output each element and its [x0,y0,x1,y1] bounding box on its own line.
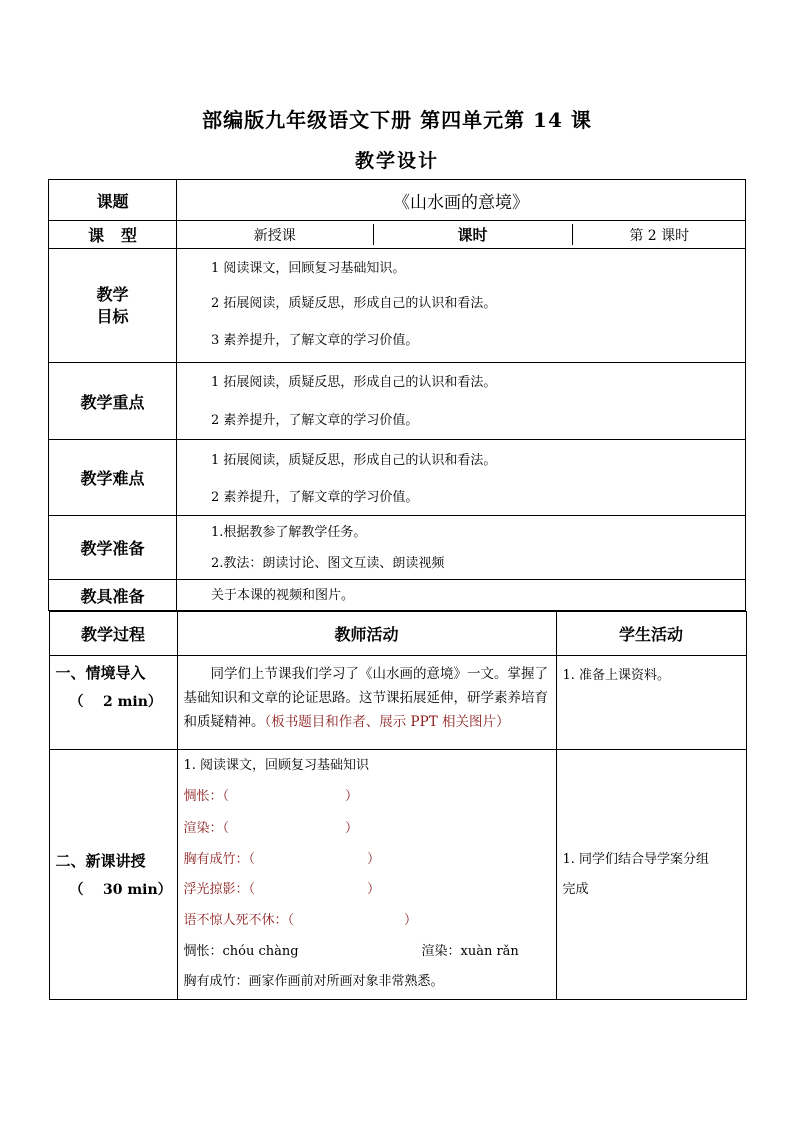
key-points-label: 教学重点 [49,363,177,440]
stage2-teacher [177,750,556,1000]
difficulty-item: 2 素养提升，了解文章的学习价值。 [211,490,419,505]
blank-word: 浮光掠影：（ [183,882,256,897]
stage1-teacher-text: 同学们上节课我们学习了《山水画的意境》一文。掌握了基础知识和文章的论证思路。这节课拓展延伸，研学素养培育和质疑精神。 [183,666,548,730]
stage1-teacher [177,656,556,750]
key-points-row [49,363,746,440]
preparation-content [177,516,746,580]
topic-row [49,180,746,221]
lesson-plan-table [48,179,746,1000]
type-value: 新授课 [253,227,296,244]
goal-item: 3 素养提升，了解文章的学习价值。 [211,333,419,348]
stage1-row [49,656,746,750]
tools-row [49,580,746,611]
blank-item [184,874,550,904]
type-label: 课 型 [49,221,177,249]
stage2-student [556,750,746,1000]
pinyin-line [184,934,550,964]
pinyin-left: 惆怅：chóu chàng [183,944,299,959]
topic-label: 课题 [49,180,177,221]
period-label: 课时 [373,224,572,245]
type-row [49,221,746,249]
stage2-title: 二、新课讲授 [55,852,146,870]
stage2-time: （ 30 min） [69,882,172,898]
goals-label-line1: 教学 [96,284,129,304]
document-title: 部编版九年级语文下册 第四单元第 14 课 [202,108,592,132]
difficulties-content [177,440,746,516]
definition-line: 胸有成竹：画家作画前对所画对象非常熟悉。 [183,974,444,989]
goal-item: 1 阅读课文，回顾复习基础知识。 [211,261,406,276]
tools-label: 教具准备 [49,580,177,611]
goal-item: 2 拓展阅读，质疑反思，形成自己的认识和看法。 [211,296,497,311]
process-header-stage: 教学过程 [49,612,177,656]
stage2-row [49,750,746,1000]
preparation-item: 1.根据教参了解教学任务。 [211,525,367,540]
blank-close: ） [367,882,381,897]
blank-close: ） [404,913,418,928]
stage1-cell [49,656,177,750]
period-value: 第 2 课时 [572,224,746,245]
process-table [49,611,747,1000]
stage2-cell [49,750,177,1000]
topic-value: 《山水画的意境》 [177,180,746,221]
pinyin-right: 渲染：xuàn rǎn [421,944,519,959]
difficulty-item: 1 拓展阅读，质疑反思，形成自己的认识和看法。 [211,453,497,468]
document-subtitle: 教学设计 [354,150,439,172]
goals-row [49,249,746,363]
blank-item [184,814,550,844]
blank-close: ） [345,789,359,804]
stage1-time: （ 2 min） [69,694,162,710]
key-points-content [177,363,746,440]
stage1-title: 一、情境导入 [55,664,146,682]
blank-close: ） [345,821,359,836]
blank-item [184,784,550,814]
goals-label-line2: 目标 [96,306,129,326]
blank-word: 惆怅：（ [183,789,230,804]
tools-value: 关于本课的视频和图片。 [177,580,746,611]
goals-label [49,249,177,363]
key-point-item: 2 素养提升，了解文章的学习价值。 [211,413,419,428]
stage2-student-line2: 完成 [562,881,589,897]
stage2-intro: 1. 阅读课文，回顾复习基础知识 [183,758,370,773]
preparation-row [49,516,746,580]
process-row [49,611,746,1001]
stage2-student-line1: 1. 同学们结合导学案分组 [562,851,710,867]
stage1-teacher-note: （板书题目和作者、展示 PPT 相关图片） [264,714,510,730]
difficulties-label: 教学难点 [49,440,177,516]
blank-word: 胸有成竹：（ [183,852,256,867]
preparation-item: 2.教法：朗读讨论、图文互读、朗读视频 [211,556,445,571]
key-point-item: 1 拓展阅读，质疑反思，形成自己的认识和看法。 [211,375,497,390]
blank-word: 渲染：（ [183,821,230,836]
blank-word: 语不惊人死不休：（ [183,913,295,928]
blank-item [184,904,550,934]
blank-close: ） [367,852,381,867]
preparation-label: 教学准备 [49,516,177,580]
process-header-student: 学生活动 [556,612,746,656]
difficulties-row [49,440,746,516]
process-header-teacher: 教师活动 [177,612,556,656]
blank-item [184,844,550,874]
stage1-student: 1. 准备上课资料。 [556,656,746,750]
goals-content [177,249,746,363]
process-header-row [49,612,746,656]
